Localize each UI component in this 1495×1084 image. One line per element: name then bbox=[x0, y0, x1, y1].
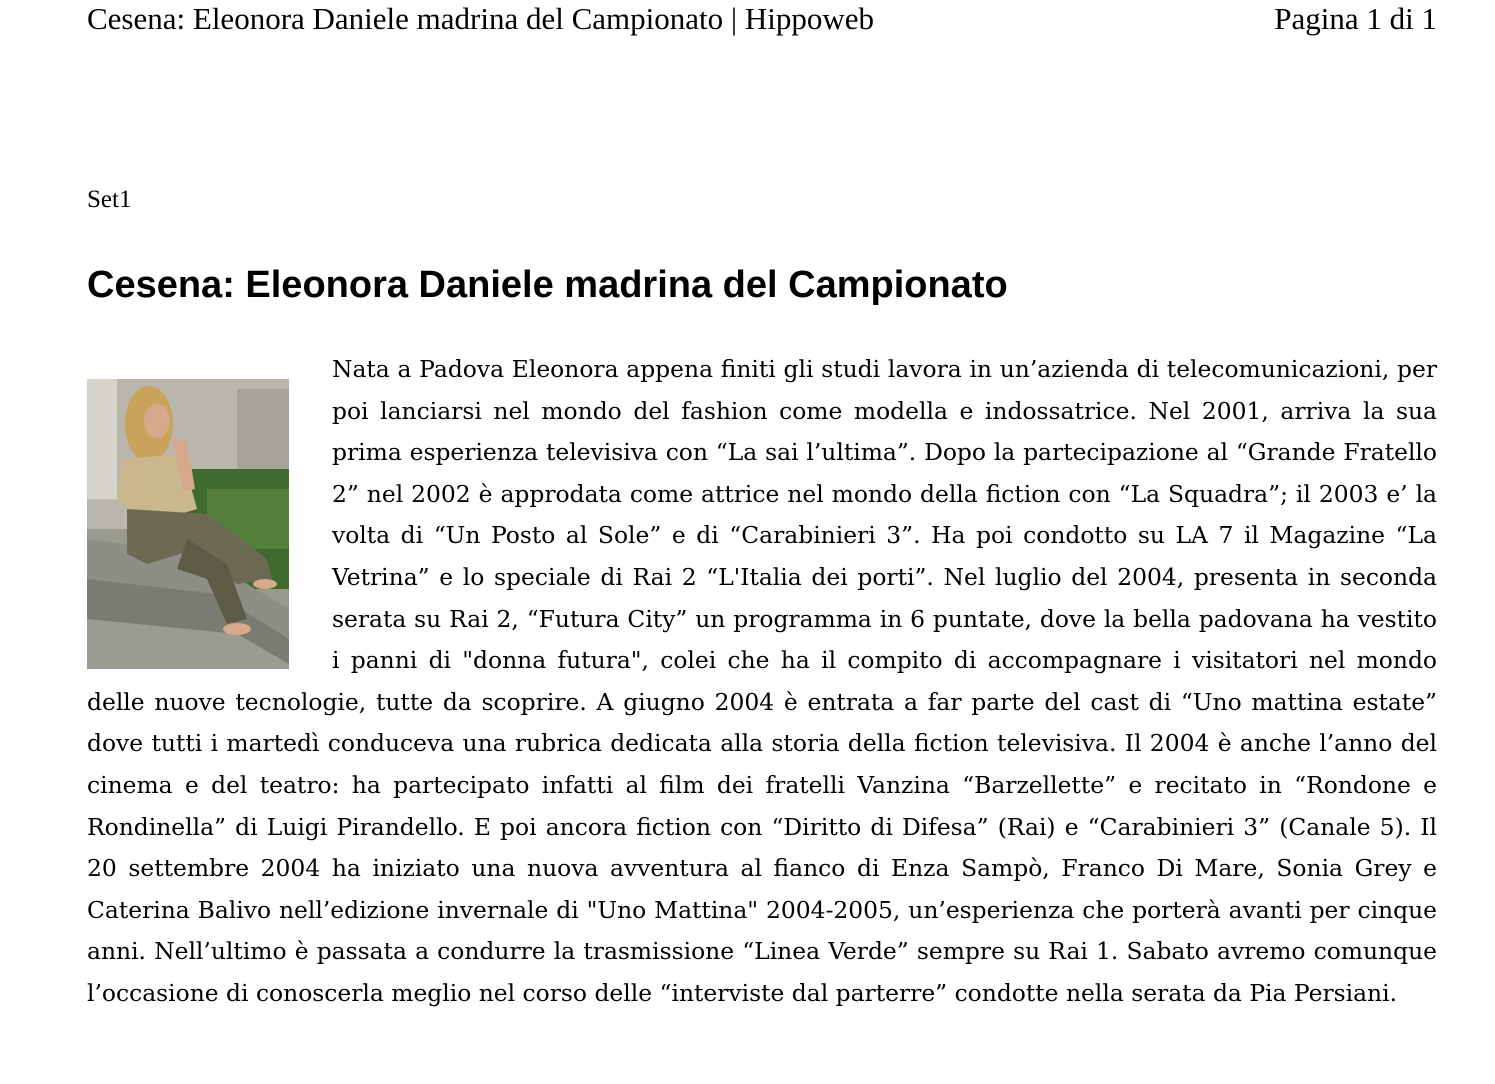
article-body bbox=[87, 349, 1437, 1015]
document-title-header: Cesena: Eleonora Daniele madrina del Campionato | Hippoweb bbox=[87, 1, 874, 36]
page-header bbox=[87, 0, 1437, 40]
article-photo bbox=[87, 379, 289, 669]
page-indicator: Pagina 1 di 1 bbox=[1274, 1, 1437, 36]
article-text: Nata a Padova Eleonora appena finiti gli studi lavora in un’azienda di telecomunicazioni, per poi lanciarsi nel mondo del fashion come modella e indossatrice. Nel 2001, arriva la sua prima esperienza televisiva con “La sai l’ultima”. Dopo la partecipazione al “Grande Fratello 2” nel 2002 è approdata come attrice nel mondo della fiction con “La Squadra”; il 2003 e’ la volta di “Un Posto al Sole” e di “Carabinieri 3”. Ha poi condotto su LA 7 il Magazine “La Vetrina” e lo speciale di Rai 2 “L'Italia dei porti”. Nel luglio del 2004, presenta in seconda serata su Rai 2, “Futura City” un programma in 6 puntate, dove la bella padovana ha vestito i panni di "donna futura", colei che ha il compito di accompagnare i visitatori nel mondo delle nuove tecnologie, tutte da scoprire. A giugno 2004 è entrata a far parte del cast di “Uno mattina estate” dove tutti i martedì conduceva una rubrica dedicata alla storia della fiction televisiva. Il 2004 è anche l’anno del cinema e del teatro: ha partecipato infatti al film dei fratelli Vanzina “Barzellette” e recitato in “Rondone e Rondinella” di Luigi Pirandello. E poi ancora fiction con “Diritto di Difesa” (Rai) e “Carabinieri 3” (Canale 5). Il 20 settembre 2004 ha iniziato una nuova avventura al fianco di Enza Sampò, Franco Di Mare, Sonia Grey e Caterina Balivo nell’edizione invernale di "Uno Mattina" 2004-2005, un’esperienza che porterà avanti per cinque anni. Nell’ultimo è passata a condurre la trasmissione “Linea Verde” sempre su Rai 1. Sabato avremo comunque l’occasione di conoscerla meglio nel corso delle “interviste dal parterre” condotte nella serata da Pia Persiani. bbox=[87, 355, 1437, 1007]
set-label: Set1 bbox=[87, 186, 132, 213]
article-title: Cesena: Eleonora Daniele madrina del Campionato bbox=[87, 264, 1008, 306]
portrait-image bbox=[87, 379, 289, 669]
